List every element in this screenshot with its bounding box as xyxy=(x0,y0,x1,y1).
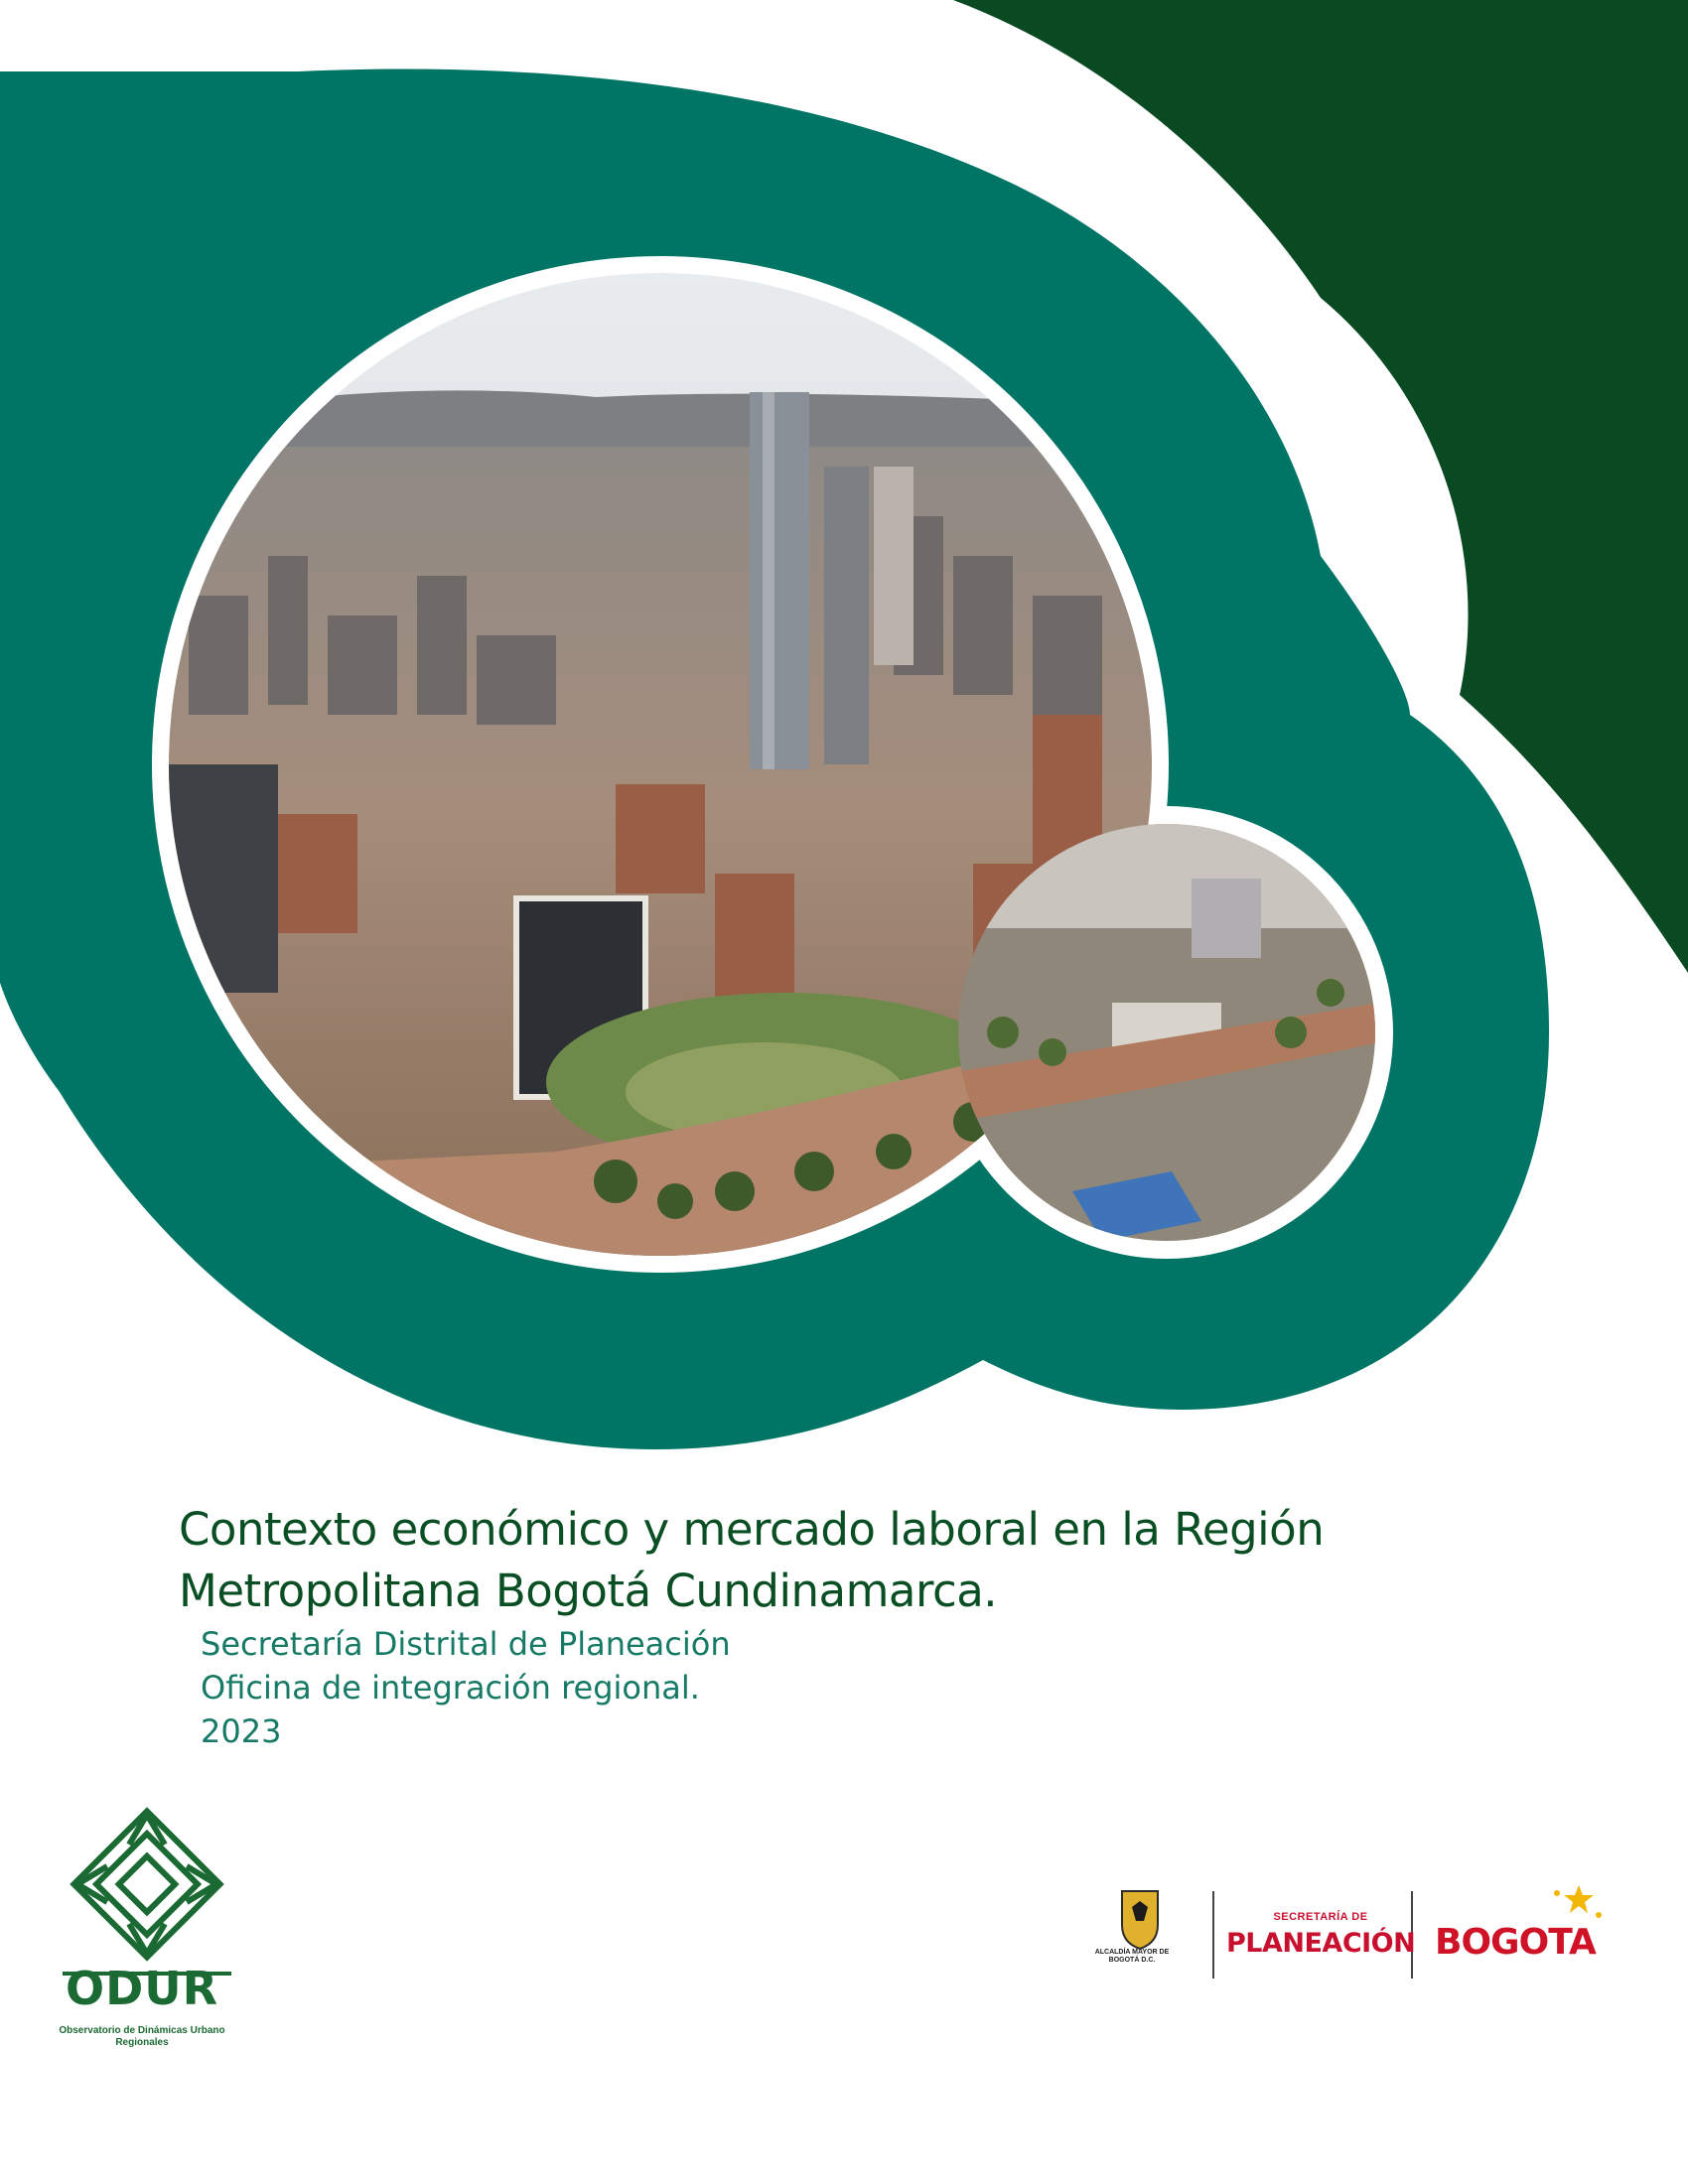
alcaldia-logo-text: ALCALDÍA MAYOR DE BOGOTÁ D.C. xyxy=(1094,1949,1170,1964)
office-name: Oficina de integración regional. xyxy=(201,1669,700,1706)
publication-year: 2023 xyxy=(201,1712,282,1750)
document-title xyxy=(179,1499,1470,1622)
secretaria-label: SECRETARÍA DE xyxy=(1273,1911,1368,1923)
star-icon xyxy=(1554,1885,1602,1918)
coat-of-arms-icon xyxy=(1122,1891,1158,1949)
odur-logo-text: ODUR xyxy=(65,1962,219,2015)
document-title-line-1: Contexto económico y mercado laboral en la Región xyxy=(179,1503,1325,1556)
organization-name: Secretaría Distrital de Planeación xyxy=(201,1625,731,1663)
document-title-line-2: Metropolitana Bogotá Cundinamarca. xyxy=(179,1565,998,1617)
title-block xyxy=(179,1499,1470,1753)
bogota-logo-text: BOGOTA xyxy=(1435,1922,1596,1963)
odur-logo-subtitle: Observatorio de Dinámicas Urbano Regionales xyxy=(59,2025,225,2048)
planeacion-label: PLANEACIÓN xyxy=(1226,1928,1416,1959)
